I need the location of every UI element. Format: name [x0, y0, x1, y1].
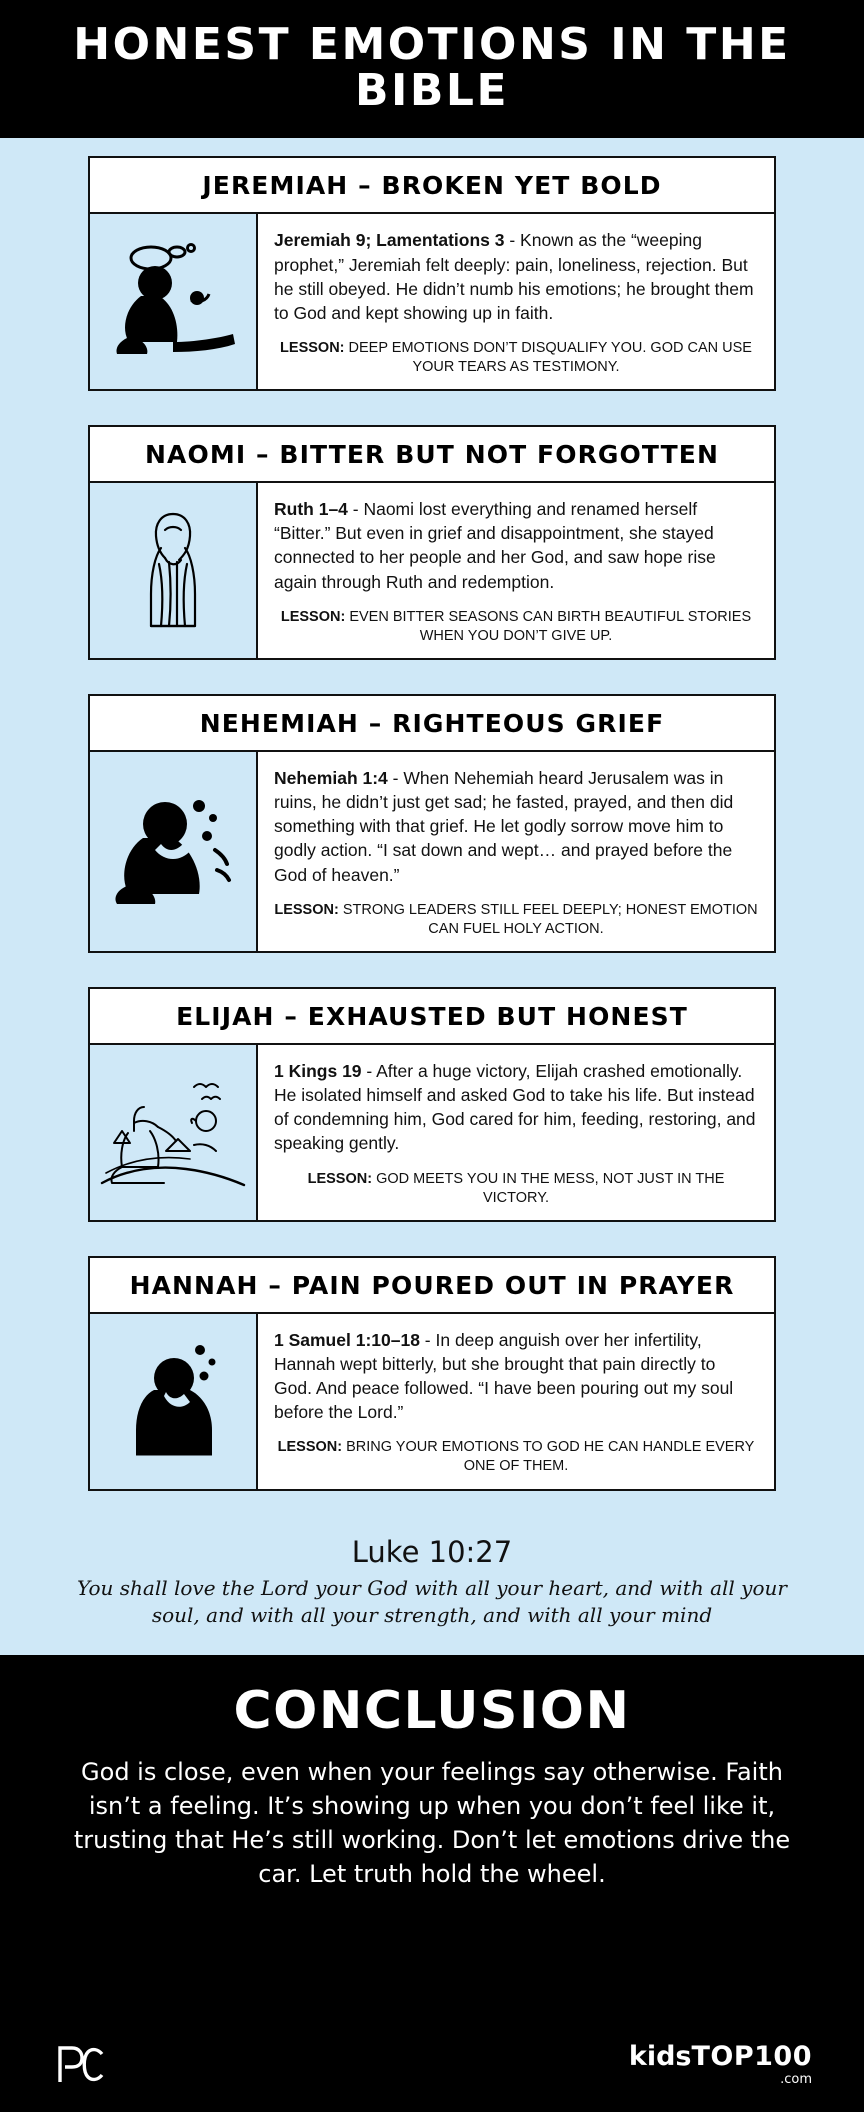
card-title: NAOMI – BITTER BUT NOT FORGOTTEN	[90, 427, 774, 483]
card-description-text: - Naomi lost everything and renamed herself “Bitter.” But even in grief and disappointment, she stayed connected to her people and her God, and saw hope rise again through Ruth and redemption.	[274, 499, 716, 592]
brand-domain: .com	[780, 2072, 812, 2087]
card-lesson	[274, 339, 758, 377]
card-body	[90, 1045, 774, 1220]
card-text	[258, 483, 774, 658]
card-lesson-text: GOD MEETS YOU IN THE MESS, NOT JUST IN THE VICTORY.	[372, 1170, 725, 1206]
verse-text: You shall love the Lord your God with all your heart, and with all your soul, and with all your strength, and with all your mind	[77, 1575, 787, 1627]
card-description	[274, 1328, 758, 1425]
card-description	[274, 766, 758, 887]
card-lesson	[274, 608, 758, 646]
card-hannah	[88, 1256, 776, 1491]
card-reference: 1 Kings 19	[274, 1060, 362, 1081]
card-title: HANNAH – PAIN POURED OUT IN PRAYER	[90, 1258, 774, 1314]
card-text	[258, 1314, 774, 1489]
card-lesson-text: EVEN BITTER SEASONS CAN BIRTH BEAUTIFUL STORIES WHEN YOU DON’T GIVE UP.	[345, 608, 752, 644]
card-description-text: - In deep anguish over her infertility, Hannah wept bitterly, but she brought that pain directly to God. And peace followed. “I have been pouring out my soul before the Lord.”	[274, 1329, 734, 1423]
verse-block	[0, 1525, 864, 1655]
card-naomi	[88, 425, 776, 660]
kneeling-crying-figure-icon	[90, 752, 258, 951]
card-reference: Ruth 1–4	[274, 499, 348, 520]
footer	[52, 2022, 812, 2086]
card-lesson-label: LESSON:	[280, 339, 345, 356]
card-lesson-text: STRONG LEADERS STILL FEEL DEEPLY; HONEST EMOTION CAN FUEL HOLY ACTION.	[338, 901, 758, 937]
conclusion-title: CONCLUSION	[233, 1680, 631, 1741]
card-title: ELIJAH – EXHAUSTED BUT HONEST	[90, 989, 774, 1045]
card-text	[258, 214, 774, 389]
header-bar	[0, 0, 864, 138]
card-description	[274, 1059, 758, 1156]
page-title: HONEST EMOTIONS IN THE BIBLE	[73, 19, 791, 117]
card-lesson-label: LESSON:	[280, 608, 346, 625]
weeping-man-icon	[90, 214, 258, 389]
card-description	[274, 497, 758, 594]
card-description-text: - After a huge victory, Elijah crashed emotionally. He isolated himself and asked God to take his life. But instead of condemning him, God cared for him, feeding, restoring, and speaking gently.	[274, 1060, 756, 1154]
card-list	[0, 138, 864, 1524]
pc-monogram-logo	[52, 2042, 108, 2086]
brand-name-bold: TOP100	[691, 2041, 812, 2072]
card-reference: Nehemiah 1:4	[274, 768, 388, 788]
conclusion-section	[0, 1655, 864, 2112]
card-lesson-label: LESSON:	[274, 901, 339, 918]
card-description-text: - Known as the “weeping prophet,” Jeremiah felt deeply: pain, loneliness, rejection. But he still obeyed. He didn’t numb his emotions; he brought them to God and kept showing up in faith.	[274, 230, 754, 323]
card-elijah	[88, 987, 776, 1222]
card-reference: 1 Samuel 1:10–18	[274, 1329, 420, 1350]
card-lesson-label: LESSON:	[277, 1439, 343, 1456]
card-description	[274, 228, 758, 325]
card-lesson	[274, 1438, 758, 1476]
card-jeremiah	[88, 156, 776, 391]
prophet-by-brook-ravens-icon	[90, 1045, 258, 1220]
card-reference: Jeremiah 9; Lamentations 3	[274, 230, 505, 251]
card-title: JEREMIAH – BROKEN YET BOLD	[90, 158, 774, 214]
card-title: NEHEMIAH – RIGHTEOUS GRIEF	[90, 696, 774, 752]
brand-logo	[629, 2043, 812, 2086]
card-lesson-label: LESSON:	[307, 1170, 373, 1187]
standing-woman-robe-icon	[90, 483, 258, 658]
card-body	[90, 1314, 774, 1489]
card-text	[258, 1045, 774, 1220]
card-body	[90, 483, 774, 658]
verse-reference: Luke 10:27	[351, 1534, 513, 1569]
conclusion-text: God is close, even when your feelings say otherwise. Faith isn’t a feeling. It’s showing up when you don’t feel like it, trusting that He’s still working. Don’t let emotions drive the car. Let truth hold the wheel.	[73, 1757, 791, 1888]
card-body	[90, 752, 774, 951]
card-description-text: - When Nehemiah heard Jerusalem was in ruins, he didn’t just get sad; he fasted, prayed, and then did something with that grief. He let godly sorrow move him to godly action. “I sat down and wept… and prayed before the God of heaven.”	[274, 768, 734, 885]
card-lesson	[274, 1170, 758, 1208]
card-lesson	[274, 901, 758, 939]
card-body	[90, 214, 774, 389]
card-lesson-text: DEEP EMOTIONS DON’T DISQUALIFY YOU. GOD CAN USE YOUR TEARS AS TESTIMONY.	[344, 339, 752, 376]
brand-name-top: kids	[628, 2041, 692, 2072]
card-nehemiah	[88, 694, 776, 953]
brand-name	[629, 2043, 812, 2070]
praying-weeping-woman-icon	[90, 1314, 258, 1489]
card-text	[258, 752, 774, 951]
card-lesson-text: BRING YOUR EMOTIONS TO GOD HE CAN HANDLE EVERY ONE OF THEM.	[342, 1439, 755, 1475]
